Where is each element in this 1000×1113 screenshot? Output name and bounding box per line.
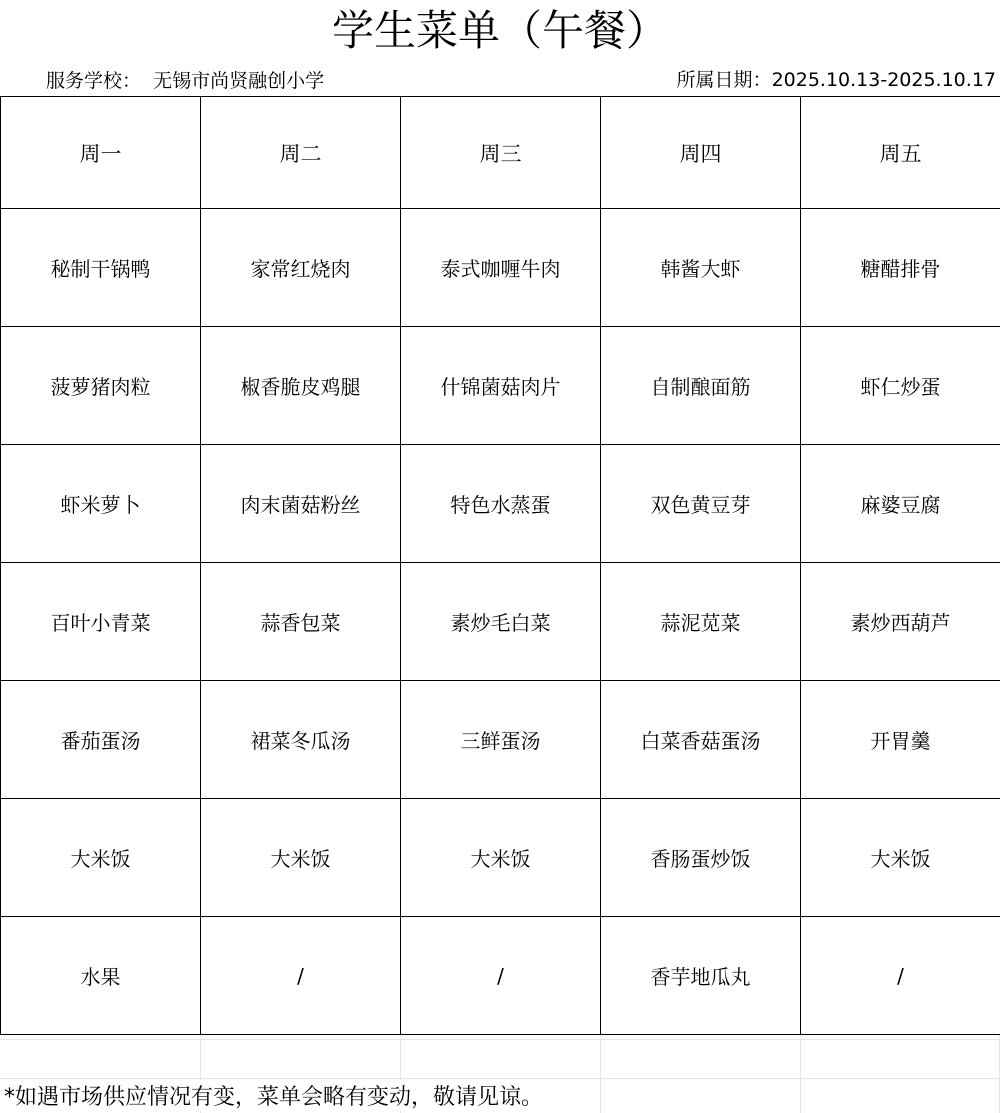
menu-cell: 大米饭 bbox=[201, 799, 401, 917]
menu-cell: 椒香脆皮鸡腿 bbox=[201, 327, 401, 445]
menu-cell: 韩酱大虾 bbox=[601, 209, 801, 327]
menu-cell: 自制酿面筋 bbox=[601, 327, 801, 445]
table-row bbox=[1, 799, 1000, 917]
menu-cell: / bbox=[201, 917, 401, 1035]
date-label: 所属日期： bbox=[676, 69, 772, 91]
date-info bbox=[677, 65, 996, 92]
menu-cell: 糖醋排骨 bbox=[801, 209, 1000, 327]
menu-cell: / bbox=[801, 917, 1000, 1035]
menu-change-notice: *如遇市场供应情况有变，菜单会略有变动，敬请见谅。 bbox=[4, 1080, 543, 1111]
meta-row bbox=[0, 60, 1000, 96]
menu-cell: 菠萝猪肉粒 bbox=[1, 327, 201, 445]
menu-cell: 特色水蒸蛋 bbox=[401, 445, 601, 563]
menu-cell: 大米饭 bbox=[801, 799, 1000, 917]
menu-table bbox=[0, 96, 1000, 1035]
table-row bbox=[1, 917, 1000, 1035]
weekday-header-mon: 周一 bbox=[1, 97, 201, 209]
table-row bbox=[1, 563, 1000, 681]
weekday-header-tue: 周二 bbox=[201, 97, 401, 209]
menu-cell: 三鲜蛋汤 bbox=[401, 681, 601, 799]
menu-cell: 双色黄豆芽 bbox=[601, 445, 801, 563]
school-label: 服务学校： bbox=[46, 70, 142, 92]
menu-cell: 香肠蛋炒饭 bbox=[601, 799, 801, 917]
menu-cell: 素炒毛白菜 bbox=[401, 563, 601, 681]
grid-line bbox=[0, 1078, 1000, 1079]
menu-cell: 什锦菌菇肉片 bbox=[401, 327, 601, 445]
menu-cell: 秘制干锅鸭 bbox=[1, 209, 201, 327]
weekday-header-thu: 周四 bbox=[601, 97, 801, 209]
weekday-header-wed: 周三 bbox=[401, 97, 601, 209]
menu-cell: / bbox=[401, 917, 601, 1035]
menu-cell: 泰式咖喱牛肉 bbox=[401, 209, 601, 327]
page-title: 学生菜单（午餐） bbox=[0, 0, 1000, 60]
menu-cell: 百叶小青菜 bbox=[1, 563, 201, 681]
weekday-header-fri: 周五 bbox=[801, 97, 1000, 209]
menu-cell: 开胃羹 bbox=[801, 681, 1000, 799]
grid-line bbox=[0, 1039, 1000, 1040]
date-range: 2025.10.13-2025.10.17 bbox=[771, 69, 996, 91]
table-row bbox=[1, 681, 1000, 799]
menu-cell: 虾仁炒蛋 bbox=[801, 327, 1000, 445]
table-row bbox=[1, 445, 1000, 563]
menu-cell: 大米饭 bbox=[401, 799, 601, 917]
menu-cell: 裙菜冬瓜汤 bbox=[201, 681, 401, 799]
weekday-header-row bbox=[1, 97, 1000, 209]
menu-cell: 家常红烧肉 bbox=[201, 209, 401, 327]
table-row bbox=[1, 209, 1000, 327]
menu-cell: 蒜泥苋菜 bbox=[601, 563, 801, 681]
menu-cell: 蒜香包菜 bbox=[201, 563, 401, 681]
school-info bbox=[46, 66, 324, 93]
table-row bbox=[1, 327, 1000, 445]
menu-cell: 素炒西葫芦 bbox=[801, 563, 1000, 681]
menu-cell: 香芋地瓜丸 bbox=[601, 917, 801, 1035]
school-name: 无锡市尚贤融创小学 bbox=[153, 70, 325, 92]
menu-cell: 番茄蛋汤 bbox=[1, 681, 201, 799]
menu-cell: 虾米萝卜 bbox=[1, 445, 201, 563]
menu-cell: 肉末菌菇粉丝 bbox=[201, 445, 401, 563]
menu-cell: 水果 bbox=[1, 917, 201, 1035]
menu-cell: 白菜香菇蛋汤 bbox=[601, 681, 801, 799]
menu-cell: 大米饭 bbox=[1, 799, 201, 917]
menu-cell: 麻婆豆腐 bbox=[801, 445, 1000, 563]
